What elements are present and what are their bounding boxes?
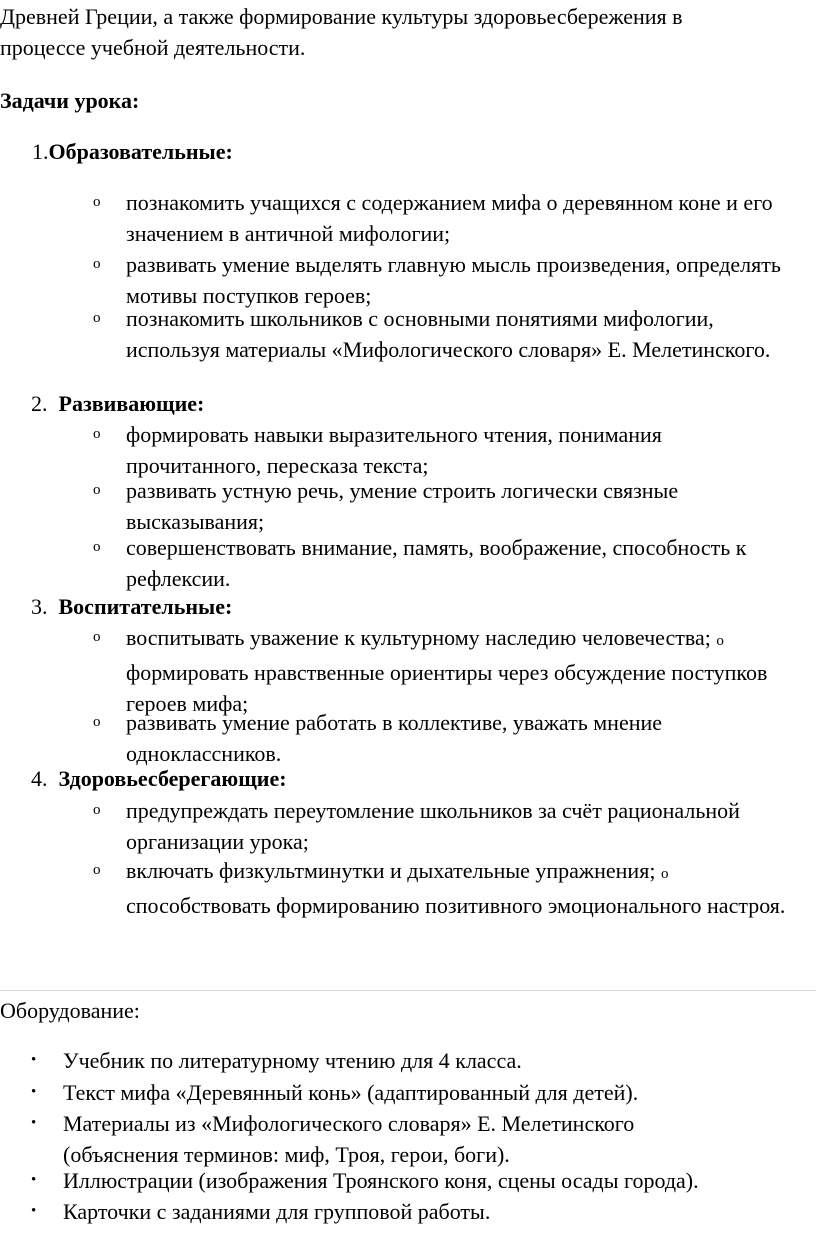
equipment-item-1: Учебник по литературному чтению для 4 класса. xyxy=(63,1048,522,1073)
o-bullet: o xyxy=(93,629,101,645)
section-3-item-1 xyxy=(126,622,796,719)
equipment-heading: Оборудование: xyxy=(0,998,140,1023)
equipment-item-3: Материалы из «Мифологического словаря» Е. Мелетинского (объяснения терминов: миф, Троя, герои, боги). xyxy=(63,1111,635,1167)
bullet-dot: • xyxy=(31,1084,37,1100)
section-4-title: Здоровьесберегающие: xyxy=(58,766,287,791)
equipment-item-2: Текст мифа «Деревянный конь» (адаптированный для детей). xyxy=(63,1080,639,1105)
section-1-header xyxy=(32,136,233,167)
section-1-item-1: познакомить учащихся с содержанием мифа о деревянном коне и его значением в античной мифологии; xyxy=(126,190,773,246)
section-4-item-2-part-a: включать физкультминутки и дыхательные упражнения; xyxy=(126,858,656,883)
bullet-dot: • xyxy=(31,1203,37,1219)
o-bullet: o xyxy=(716,633,724,649)
section-2-item-2: развивать устную речь, умение строить логически связные высказывания; xyxy=(126,478,679,534)
tasks-heading: Задачи урока: xyxy=(0,88,140,113)
section-2-item-3: совершенствовать внимание, память, воображение, способность к рефлексии. xyxy=(126,535,747,591)
bullet-dot: • xyxy=(31,1052,37,1068)
section-4-header xyxy=(31,763,287,794)
section-divider xyxy=(0,990,816,991)
section-3-header xyxy=(31,591,232,622)
o-bullet: o xyxy=(93,256,101,272)
section-3-item-1-part-a: воспитывать уважение к культурному наследию человечества; xyxy=(126,625,711,650)
o-bullet: o xyxy=(93,802,101,818)
equipment-item-4: Иллюстрации (изображения Троянского коня, сцены осады города). xyxy=(63,1168,699,1193)
section-4-item-2-part-b: способствовать формированию позитивного эмоционального настроя. xyxy=(126,893,786,918)
o-bullet: o xyxy=(93,539,101,555)
equipment-item-5: Карточки с заданиями для групповой работы. xyxy=(63,1199,491,1224)
o-bullet: o xyxy=(93,310,101,326)
section-3-number: 3. xyxy=(31,594,48,619)
o-bullet: o xyxy=(93,426,101,442)
o-bullet: o xyxy=(93,482,101,498)
o-bullet: o xyxy=(93,194,101,210)
bullet-dot: • xyxy=(31,1115,37,1131)
section-2-item-1: формировать навыки выразительного чтения, понимания прочитанного, пересказа текста; xyxy=(126,422,662,478)
section-3-item-1-part-b: формировать нравственные ориентиры через обсуждение поступков героев мифа; xyxy=(126,660,768,716)
bullet-dot: • xyxy=(31,1172,37,1188)
section-3-title: Воспитательные: xyxy=(58,594,233,619)
section-4-item-1: предупреждать переутомление школьников за счёт рациональной организации урока; xyxy=(126,798,740,854)
section-4-number: 4. xyxy=(31,766,48,791)
section-1-number: 1. xyxy=(32,139,49,164)
intro-line-2: процессе учебной деятельности. xyxy=(0,35,306,60)
section-4-item-2 xyxy=(126,855,786,921)
section-2-number: 2. xyxy=(31,391,48,416)
section-2-title: Развивающие: xyxy=(58,391,205,416)
section-2-header xyxy=(31,388,204,419)
section-3-item-2: развивать умение работать в коллективе, уважать мнение одноклассников. xyxy=(126,710,663,766)
intro-line-1: Древней Греции, а также формирование культуры здоровьесбережения в xyxy=(0,4,683,29)
o-bullet: o xyxy=(93,714,101,730)
section-1-item-2: развивать умение выделять главную мысль произведения, определять мотивы поступков героев; xyxy=(126,252,781,308)
section-1-item-3: познакомить школьников с основными понятиями мифологии, используя материалы «Мифологического словаря» Е. Мелетинского. xyxy=(126,306,771,362)
o-bullet: o xyxy=(93,862,101,878)
section-1-title: Образовательные: xyxy=(48,139,233,164)
o-bullet: o xyxy=(660,866,669,882)
